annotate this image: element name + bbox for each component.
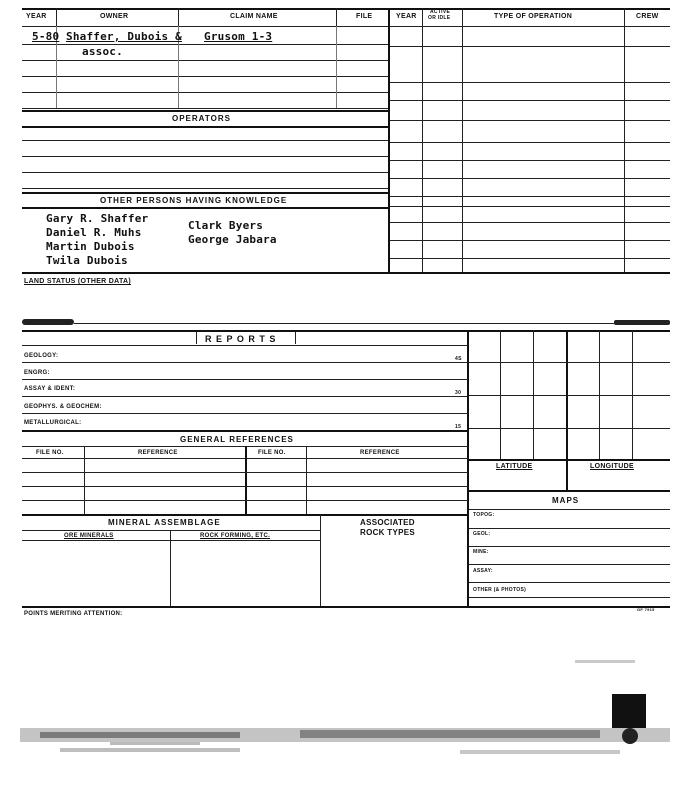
header-year: YEAR	[26, 13, 47, 20]
person-5: Clark Byers	[188, 219, 264, 232]
divider-line	[74, 323, 614, 324]
scan-dark-block	[612, 694, 646, 728]
divider	[170, 530, 171, 606]
top-section-bottom-line	[22, 272, 670, 274]
grid-line	[469, 459, 670, 461]
grid-line	[469, 395, 670, 396]
person-2: Daniel R. Muhs	[46, 226, 142, 239]
row-line	[469, 509, 670, 510]
grid-line	[469, 428, 670, 429]
maps-mine: MINE:	[473, 549, 489, 555]
associated-label-1: ASSOCIATED	[360, 518, 415, 527]
maps-assay: ASSAY:	[473, 568, 493, 574]
report-num-geology: 4S	[455, 356, 462, 362]
report-label-geophys: GEOPHYS. & GEOCHEM:	[24, 404, 102, 410]
reports-right-divider	[467, 330, 469, 608]
row-line	[390, 120, 670, 121]
gr-col-file-1: FILE NO.	[36, 450, 64, 456]
maps-geol: GEOL:	[473, 531, 491, 537]
row-line	[390, 160, 670, 161]
other-persons-title: OTHER PERSONS HAVING KNOWLEDGE	[100, 196, 288, 205]
person-4: Twila Dubois	[46, 254, 128, 267]
divider	[624, 8, 625, 274]
maps-topog: TOPOG:	[473, 512, 495, 518]
scan-noise	[0, 640, 678, 806]
other-persons-underline	[22, 207, 388, 209]
divider	[245, 446, 247, 514]
row-line	[22, 108, 388, 109]
row-line	[22, 500, 468, 501]
operators-title: OPERATORS	[172, 114, 231, 123]
divider	[336, 8, 337, 26]
row-line	[390, 258, 670, 259]
row-line	[390, 82, 670, 83]
other-persons-top-line	[22, 192, 388, 194]
divider	[320, 514, 321, 606]
report-label-engrg: ENGRG:	[24, 370, 50, 376]
row-line	[22, 379, 468, 380]
header-year-2: YEAR	[396, 13, 417, 20]
operators-underline	[22, 126, 388, 128]
header-active-2: OR IDLE	[428, 15, 451, 21]
ore-minerals-label: ORE MINERALS	[64, 533, 114, 539]
row-line	[469, 597, 670, 598]
report-label-assay: ASSAY & IDENT:	[24, 386, 76, 392]
divider	[295, 332, 296, 344]
scan-smudge-band	[40, 732, 240, 738]
row-line	[390, 178, 670, 179]
mineral-assemblage-title: MINERAL ASSEMBLAGE	[108, 518, 221, 527]
row-line	[390, 240, 670, 241]
latitude-label: LATITUDE	[496, 463, 533, 470]
scan-smudge-band	[300, 730, 600, 738]
row-line	[22, 486, 468, 487]
divider	[196, 332, 197, 344]
row-line	[22, 60, 388, 61]
row-line	[22, 530, 320, 531]
grid-line	[469, 362, 670, 363]
divider	[422, 8, 423, 274]
top-header-underline	[22, 26, 670, 27]
row-line	[22, 92, 388, 93]
row-line	[469, 564, 670, 565]
report-num-metallurgical: 15	[455, 424, 462, 430]
maps-title: MAPS	[552, 496, 580, 505]
person-1: Gary R. Shaffer	[46, 212, 149, 225]
maps-other: OTHER (& PHOTOS)	[473, 587, 527, 593]
divider	[462, 8, 463, 274]
row-line	[22, 140, 388, 141]
owner-entry-assoc: assoc.	[82, 45, 123, 58]
row-line	[469, 582, 670, 583]
row-line	[22, 396, 468, 397]
divider-blot-left	[22, 319, 74, 325]
reports-title: R E P O R T S	[205, 334, 277, 344]
gr-col-reference-2: REFERENCE	[360, 450, 400, 456]
points-top-line	[22, 606, 670, 608]
row-line	[469, 546, 670, 547]
row-line	[22, 540, 320, 541]
report-label-metallurgical: METALLURGICAL:	[24, 420, 82, 426]
header-type-of-operation: TYPE OF OPERATION	[494, 13, 573, 20]
row-line	[22, 76, 388, 77]
report-label-geology: GEOLOGY:	[24, 353, 59, 359]
form-number: GF 7915	[637, 607, 655, 612]
row-line	[469, 528, 670, 529]
rock-forming-label: ROCK FORMING, ETC.	[200, 533, 271, 539]
row-line	[390, 100, 670, 101]
header-crew: CREW	[636, 13, 659, 20]
row-line	[390, 46, 670, 47]
scan-speckle	[575, 660, 635, 663]
operators-top-line	[22, 110, 388, 112]
divider	[306, 446, 307, 514]
row-line	[22, 156, 388, 157]
grid-line	[566, 330, 568, 490]
gr-col-file-2: FILE NO.	[258, 450, 286, 456]
general-references-title: GENERAL REFERENCES	[180, 435, 294, 444]
header-file: FILE	[356, 13, 373, 20]
scan-speckle	[110, 742, 200, 745]
owner-entry-claim: Grusom 1-3	[204, 30, 273, 43]
row-line	[390, 222, 670, 223]
header-owner: OWNER	[100, 13, 129, 20]
scan-smudge-band	[60, 748, 240, 752]
row-line	[22, 188, 388, 189]
divider	[336, 26, 337, 108]
owner-entry-owner: Shaffer, Dubois &	[66, 30, 182, 43]
points-meriting-label: POINTS MERITING ATTENTION:	[24, 611, 123, 617]
row-line	[390, 206, 670, 207]
row-line	[22, 172, 388, 173]
reports-bottom-line	[22, 430, 468, 432]
report-num-assay: 30	[455, 390, 462, 396]
divider	[178, 8, 179, 26]
divider	[56, 8, 57, 26]
header-claim-name: CLAIM NAME	[230, 13, 278, 20]
row-line	[22, 413, 468, 414]
person-3: Martin Dubois	[46, 240, 135, 253]
person-6: George Jabara	[188, 233, 277, 246]
row-line	[22, 44, 388, 45]
main-vertical-divider	[388, 8, 390, 274]
header-active-1: ACTIVE	[430, 9, 451, 15]
scan-dark-spot	[622, 728, 638, 744]
scan-smudge-band	[460, 750, 620, 754]
row-line	[390, 196, 670, 197]
longitude-label: LONGITUDE	[590, 463, 634, 470]
associated-label-2: ROCK TYPES	[360, 528, 416, 537]
row-line	[22, 362, 468, 363]
owner-entry-year: 5-80	[32, 30, 60, 43]
reports-top-line	[22, 330, 670, 332]
row-line	[22, 345, 468, 346]
land-status-label: LAND STATUS (OTHER DATA)	[24, 278, 132, 285]
gr-col-reference-1: REFERENCE	[138, 450, 178, 456]
row-line	[390, 142, 670, 143]
gr-bottom-line	[22, 514, 468, 516]
divider	[84, 446, 85, 514]
row-line	[22, 472, 468, 473]
divider-blot-right	[614, 320, 670, 325]
top-border	[22, 8, 670, 10]
grid-line	[469, 490, 670, 492]
